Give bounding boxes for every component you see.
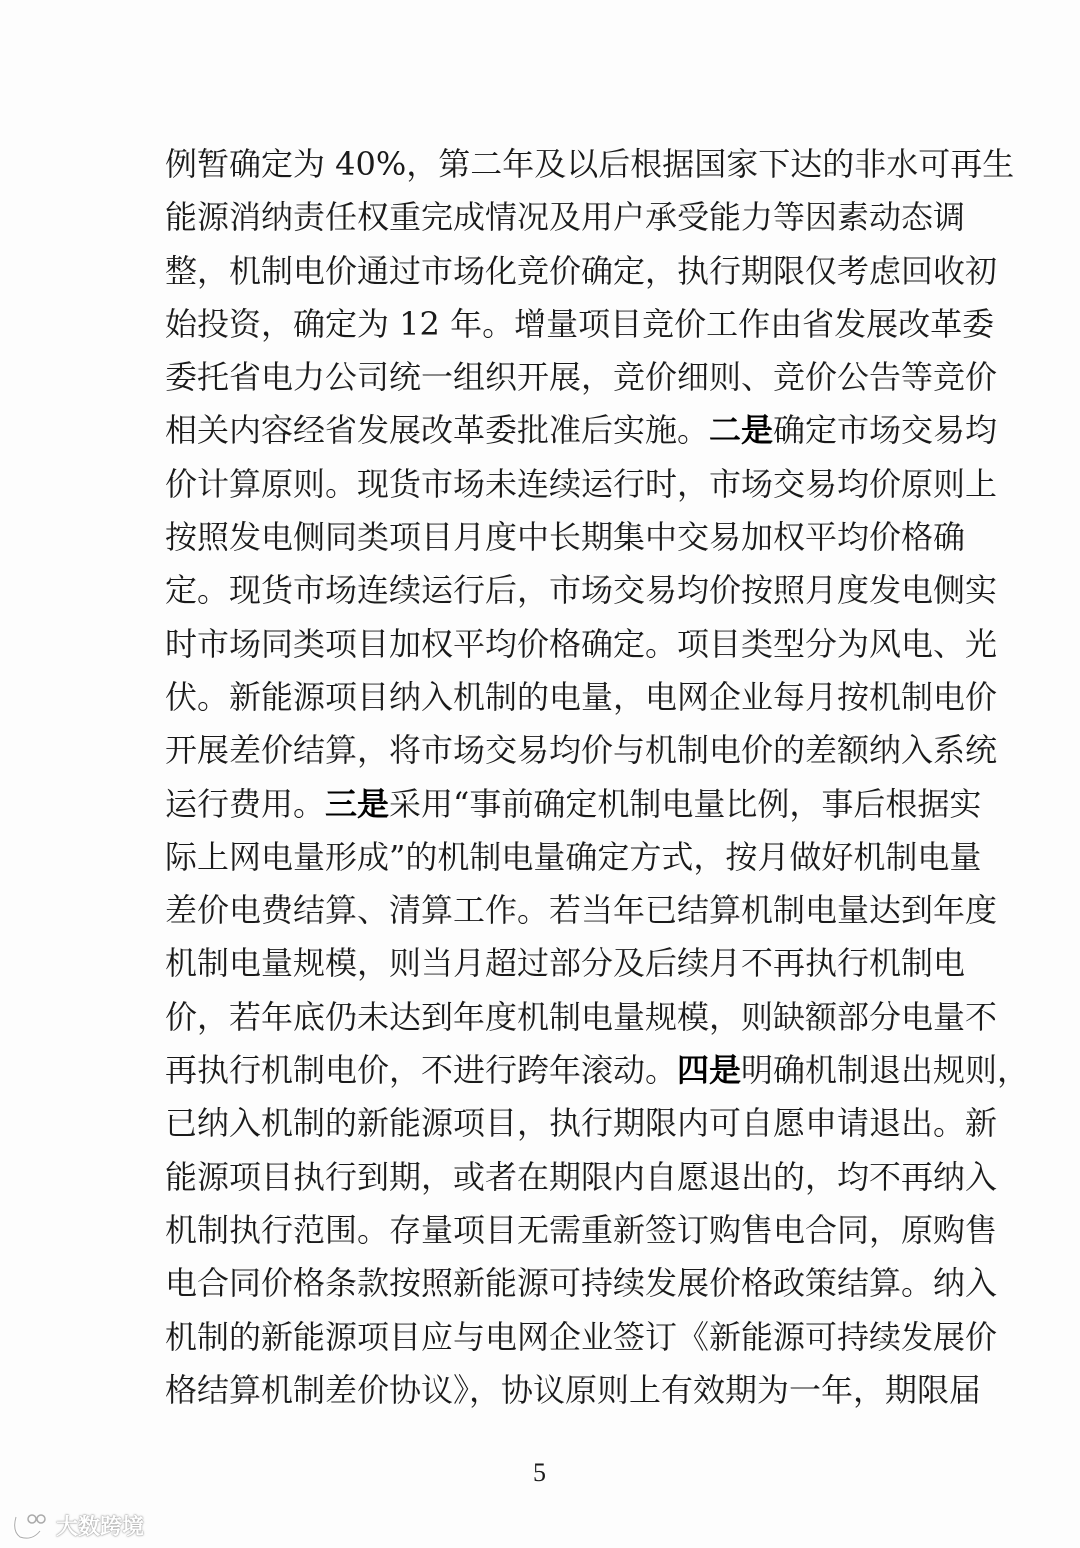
text-line	[165, 831, 982, 884]
body-text: 能源项目执行到期，或者在期限内自愿退出的，均不再纳入	[165, 1157, 998, 1196]
text-line	[165, 1311, 998, 1364]
body-text: 始投资，确定为 12 年。增量项目竞价工作由省发展改革委	[165, 304, 995, 343]
body-text: 价计算原则。现货市场未连续运行时，市场交易均价原则上	[165, 464, 998, 503]
watermark-text: 大数跨境	[56, 1515, 145, 1540]
body-text: 按照发电侧同类项目月度中长期集中交易加权平均价格确	[165, 518, 966, 557]
bold-heading-text: 二是	[709, 411, 774, 450]
body-text: 例暂确定为 40%，第二年及以后根据国家下达的非水可再生	[165, 145, 1015, 183]
body-text: 电合同价格条款按照新能源可持续发展价格政策结算。纳入	[165, 1264, 998, 1303]
text-line	[165, 1044, 1030, 1097]
bold-heading-text: 三是	[325, 784, 390, 823]
body-text: 委托省电力公司统一组织开展，竞价细则、竞价公告等竞价	[165, 358, 998, 397]
document-body	[165, 138, 1030, 1417]
body-text: 际上网电量形成”的机制电量确定方式，按月做好机制电量	[165, 837, 982, 876]
body-text: 采用“事前确定机制电量比例，事后根据实	[389, 784, 982, 823]
text-line	[165, 1204, 998, 1257]
text-line	[165, 937, 966, 990]
watermark-logo-icon	[10, 1511, 50, 1541]
text-line	[165, 778, 982, 831]
body-text: 已纳入机制的新能源项目，执行期限内可自愿申请退出。新	[165, 1104, 998, 1143]
body-text: 价，若年底仍未达到年度机制电量规模，则缺额部分电量不	[165, 997, 998, 1036]
text-line	[165, 458, 998, 511]
body-text: 相关内容经省发展改革委批准后实施。	[165, 411, 710, 450]
text-line	[165, 1097, 998, 1150]
body-text: 定。现货市场连续运行后，市场交易均价按照月度发电侧实	[165, 571, 998, 610]
page-number: 5	[533, 1458, 546, 1487]
body-text: 明确机制退出规则，	[741, 1051, 1030, 1090]
body-text: 伏。新能源项目纳入机制的电量，电网企业每月按机制电价	[165, 677, 998, 716]
text-line	[165, 724, 998, 777]
body-text: 运行费用。	[165, 784, 326, 823]
text-line	[165, 618, 998, 671]
body-text: 机制执行范围。存量项目无需重新签订购售电合同，原购售	[165, 1210, 998, 1249]
body-text: 再执行机制电价，不进行跨年滚动。	[165, 1051, 678, 1090]
text-line	[165, 245, 998, 298]
body-text: 机制的新能源项目应与电网企业签订《新能源可持续发展价	[165, 1317, 998, 1356]
text-line	[165, 1151, 998, 1204]
body-text: 开展差价结算，将市场交易均价与机制电价的差额纳入系统	[165, 731, 998, 770]
watermark	[10, 1510, 144, 1541]
text-line	[165, 671, 998, 724]
text-line	[165, 191, 966, 244]
body-text: 能源消纳责任权重完成情况及用户承受能力等因素动态调	[165, 198, 966, 237]
text-line	[165, 511, 966, 564]
text-line	[165, 1364, 982, 1417]
text-line	[165, 564, 998, 617]
body-text: 格结算机制差价协议》，协议原则上有效期为一年，期限届	[165, 1370, 982, 1409]
text-line	[165, 404, 998, 457]
text-line	[165, 1257, 998, 1310]
body-text: 机制电量规模，则当月超过部分及后续月不再执行机制电	[165, 944, 966, 983]
text-line	[165, 138, 1015, 191]
body-text: 整，机制电价通过市场化竞价确定，执行期限仅考虑回收初	[165, 251, 998, 290]
body-text: 时市场同类项目加权平均价格确定。项目类型分为风电、光	[165, 624, 998, 663]
text-line	[165, 298, 995, 351]
text-line	[165, 884, 998, 937]
text-line	[165, 991, 998, 1044]
bold-heading-text: 四是	[677, 1051, 742, 1090]
body-text: 差价电费结算、清算工作。若当年已结算机制电量达到年度	[165, 891, 998, 930]
body-text: 确定市场交易均	[773, 411, 998, 450]
text-line	[165, 351, 998, 404]
